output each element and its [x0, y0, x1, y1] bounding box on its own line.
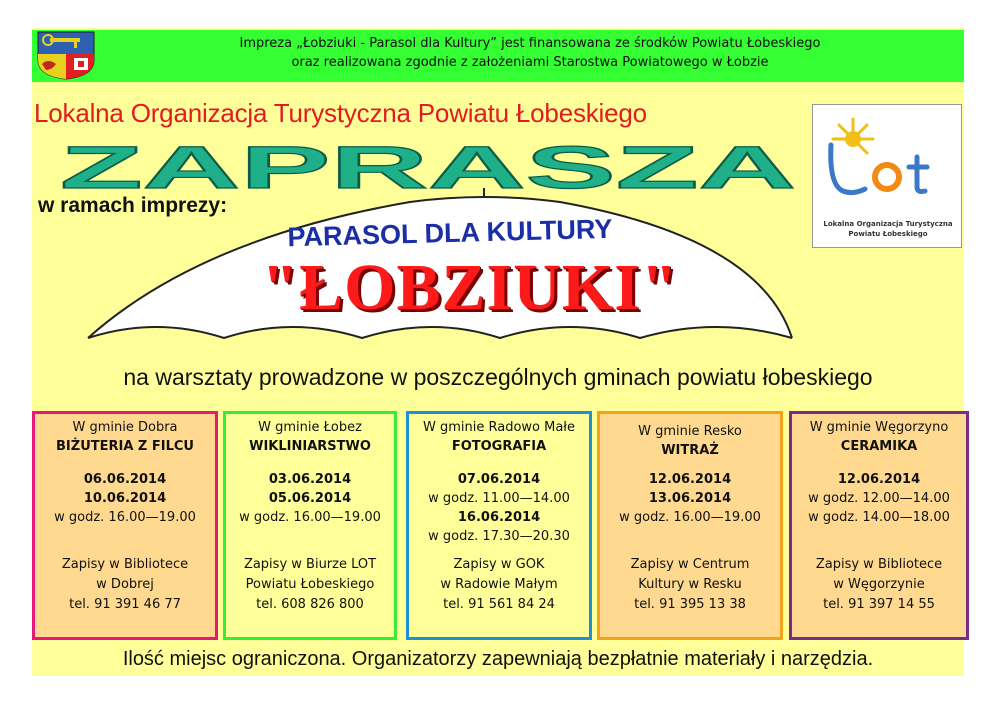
workshop-signup: Zapisy w GOK: [453, 557, 545, 572]
workshop-signup-place: Powiatu Łobeskiego: [245, 577, 375, 592]
sponsor-line-2: oraz realizowana zgodnie z założeniami Starostwa Powiatowego w Łobzie: [291, 55, 769, 70]
lot-logo: [812, 104, 962, 248]
workshop-date: 03.06.2014: [268, 472, 352, 487]
footer-note: Ilość miejsc ograniczona. Organizatorzy zapewniają bezpłatnie materiały i narzędzia.: [122, 648, 874, 670]
workshop-topic: CERAMIKA: [840, 439, 918, 454]
workshop-gmina: W gminie Dobra: [72, 420, 178, 435]
workshop-hours: w godz. 14.00—18.00: [808, 510, 950, 525]
zaprasza-text: ZAPRASZA: [60, 136, 796, 194]
lot-sun-icon: [813, 105, 961, 217]
workshop-card-radowo: [406, 411, 592, 640]
workshop-signup-place: w Dobrej: [96, 577, 154, 592]
event-title: "ŁOBZIUKI": [261, 251, 679, 324]
workshop-topic: WIKLINIARSTWO: [249, 439, 371, 454]
lot-caption-line-2: Powiatu Łobeskiego: [848, 230, 928, 238]
workshop-hours: w godz. 16.00—19.00: [54, 510, 196, 525]
workshop-date: 07.06.2014: [457, 472, 541, 487]
workshop-phone: tel. 91 391 46 77: [69, 597, 181, 612]
workshop-gmina: W gminie Węgorzyno: [809, 420, 949, 435]
workshop-phone: tel. 91 395 13 38: [634, 597, 746, 612]
workshop-date: 12.06.2014: [837, 472, 921, 487]
invite-headline: [58, 136, 798, 194]
workshop-date: 13.06.2014: [648, 491, 732, 506]
coat-of-arms-icon: [34, 30, 98, 80]
workshop-phone: tel. 91 397 14 55: [823, 597, 935, 612]
workshop-gmina: W gminie Radowo Małe: [422, 420, 575, 435]
workshop-date: 16.06.2014: [457, 510, 541, 525]
workshops-intro: na warsztaty prowadzone w poszczególnych gminach powiatu łobeskiego: [123, 364, 873, 390]
sponsor-line-1: Impreza „Łobziuki - Parasol dla Kultury” jest finansowana ze środków Powiatu Łobeskiego: [239, 36, 821, 51]
workshop-card-lobez: [223, 411, 397, 640]
sponsor-note: [100, 34, 960, 72]
workshop-date: 10.06.2014: [83, 491, 167, 506]
event-subtitle: PARASOL DLA KULTURY: [287, 213, 613, 253]
workshop-signup-place: w Węgorzynie: [833, 577, 925, 592]
workshop-date: 06.06.2014: [83, 472, 167, 487]
workshop-gmina: W gminie Resko: [638, 424, 742, 439]
lot-caption-line-1: Lokalna Organizacja Turystyczna: [823, 220, 953, 228]
workshop-topic: WITRAŻ: [661, 443, 719, 458]
workshop-signup-place: w Radowie Małym: [440, 577, 558, 592]
workshop-signup: Zapisy w Bibliotece: [815, 557, 943, 572]
workshop-card-resko: [597, 411, 783, 640]
workshop-topic: BIŻUTERIA Z FILCU: [56, 439, 194, 454]
workshop-topic: FOTOGRAFIA: [451, 439, 547, 454]
organizer-name: Lokalna Organizacja Turystyczna Powiatu Łobeskiego: [34, 98, 647, 128]
workshop-signup: Zapisy w Centrum: [630, 557, 750, 572]
workshop-date: 05.06.2014: [268, 491, 352, 506]
workshop-phone: tel. 608 826 800: [256, 597, 364, 612]
workshop-date: 12.06.2014: [648, 472, 732, 487]
workshop-card-wegorzyno: [789, 411, 969, 640]
workshop-hours: w godz. 16.00—19.00: [619, 510, 761, 525]
workshop-gmina: W gminie Łobez: [258, 420, 362, 435]
workshop-hours: w godz. 12.00—14.00: [808, 491, 950, 506]
workshop-hours: w godz. 16.00—19.00: [239, 510, 381, 525]
lot-caption: [819, 219, 957, 239]
event-frame-label: w ramach imprezy:: [38, 194, 228, 217]
workshop-signup: Zapisy w Bibliotece: [61, 557, 189, 572]
workshop-signup: Zapisy w Biurze LOT: [243, 557, 377, 572]
workshop-hours: w godz. 11.00—14.00: [428, 491, 570, 506]
workshop-card-dobra: [32, 411, 218, 640]
workshop-signup-place: Kultury w Resku: [638, 577, 742, 592]
workshop-phone: tel. 91 561 84 24: [443, 597, 555, 612]
workshop-hours: w godz. 17.30—20.30: [428, 529, 570, 544]
